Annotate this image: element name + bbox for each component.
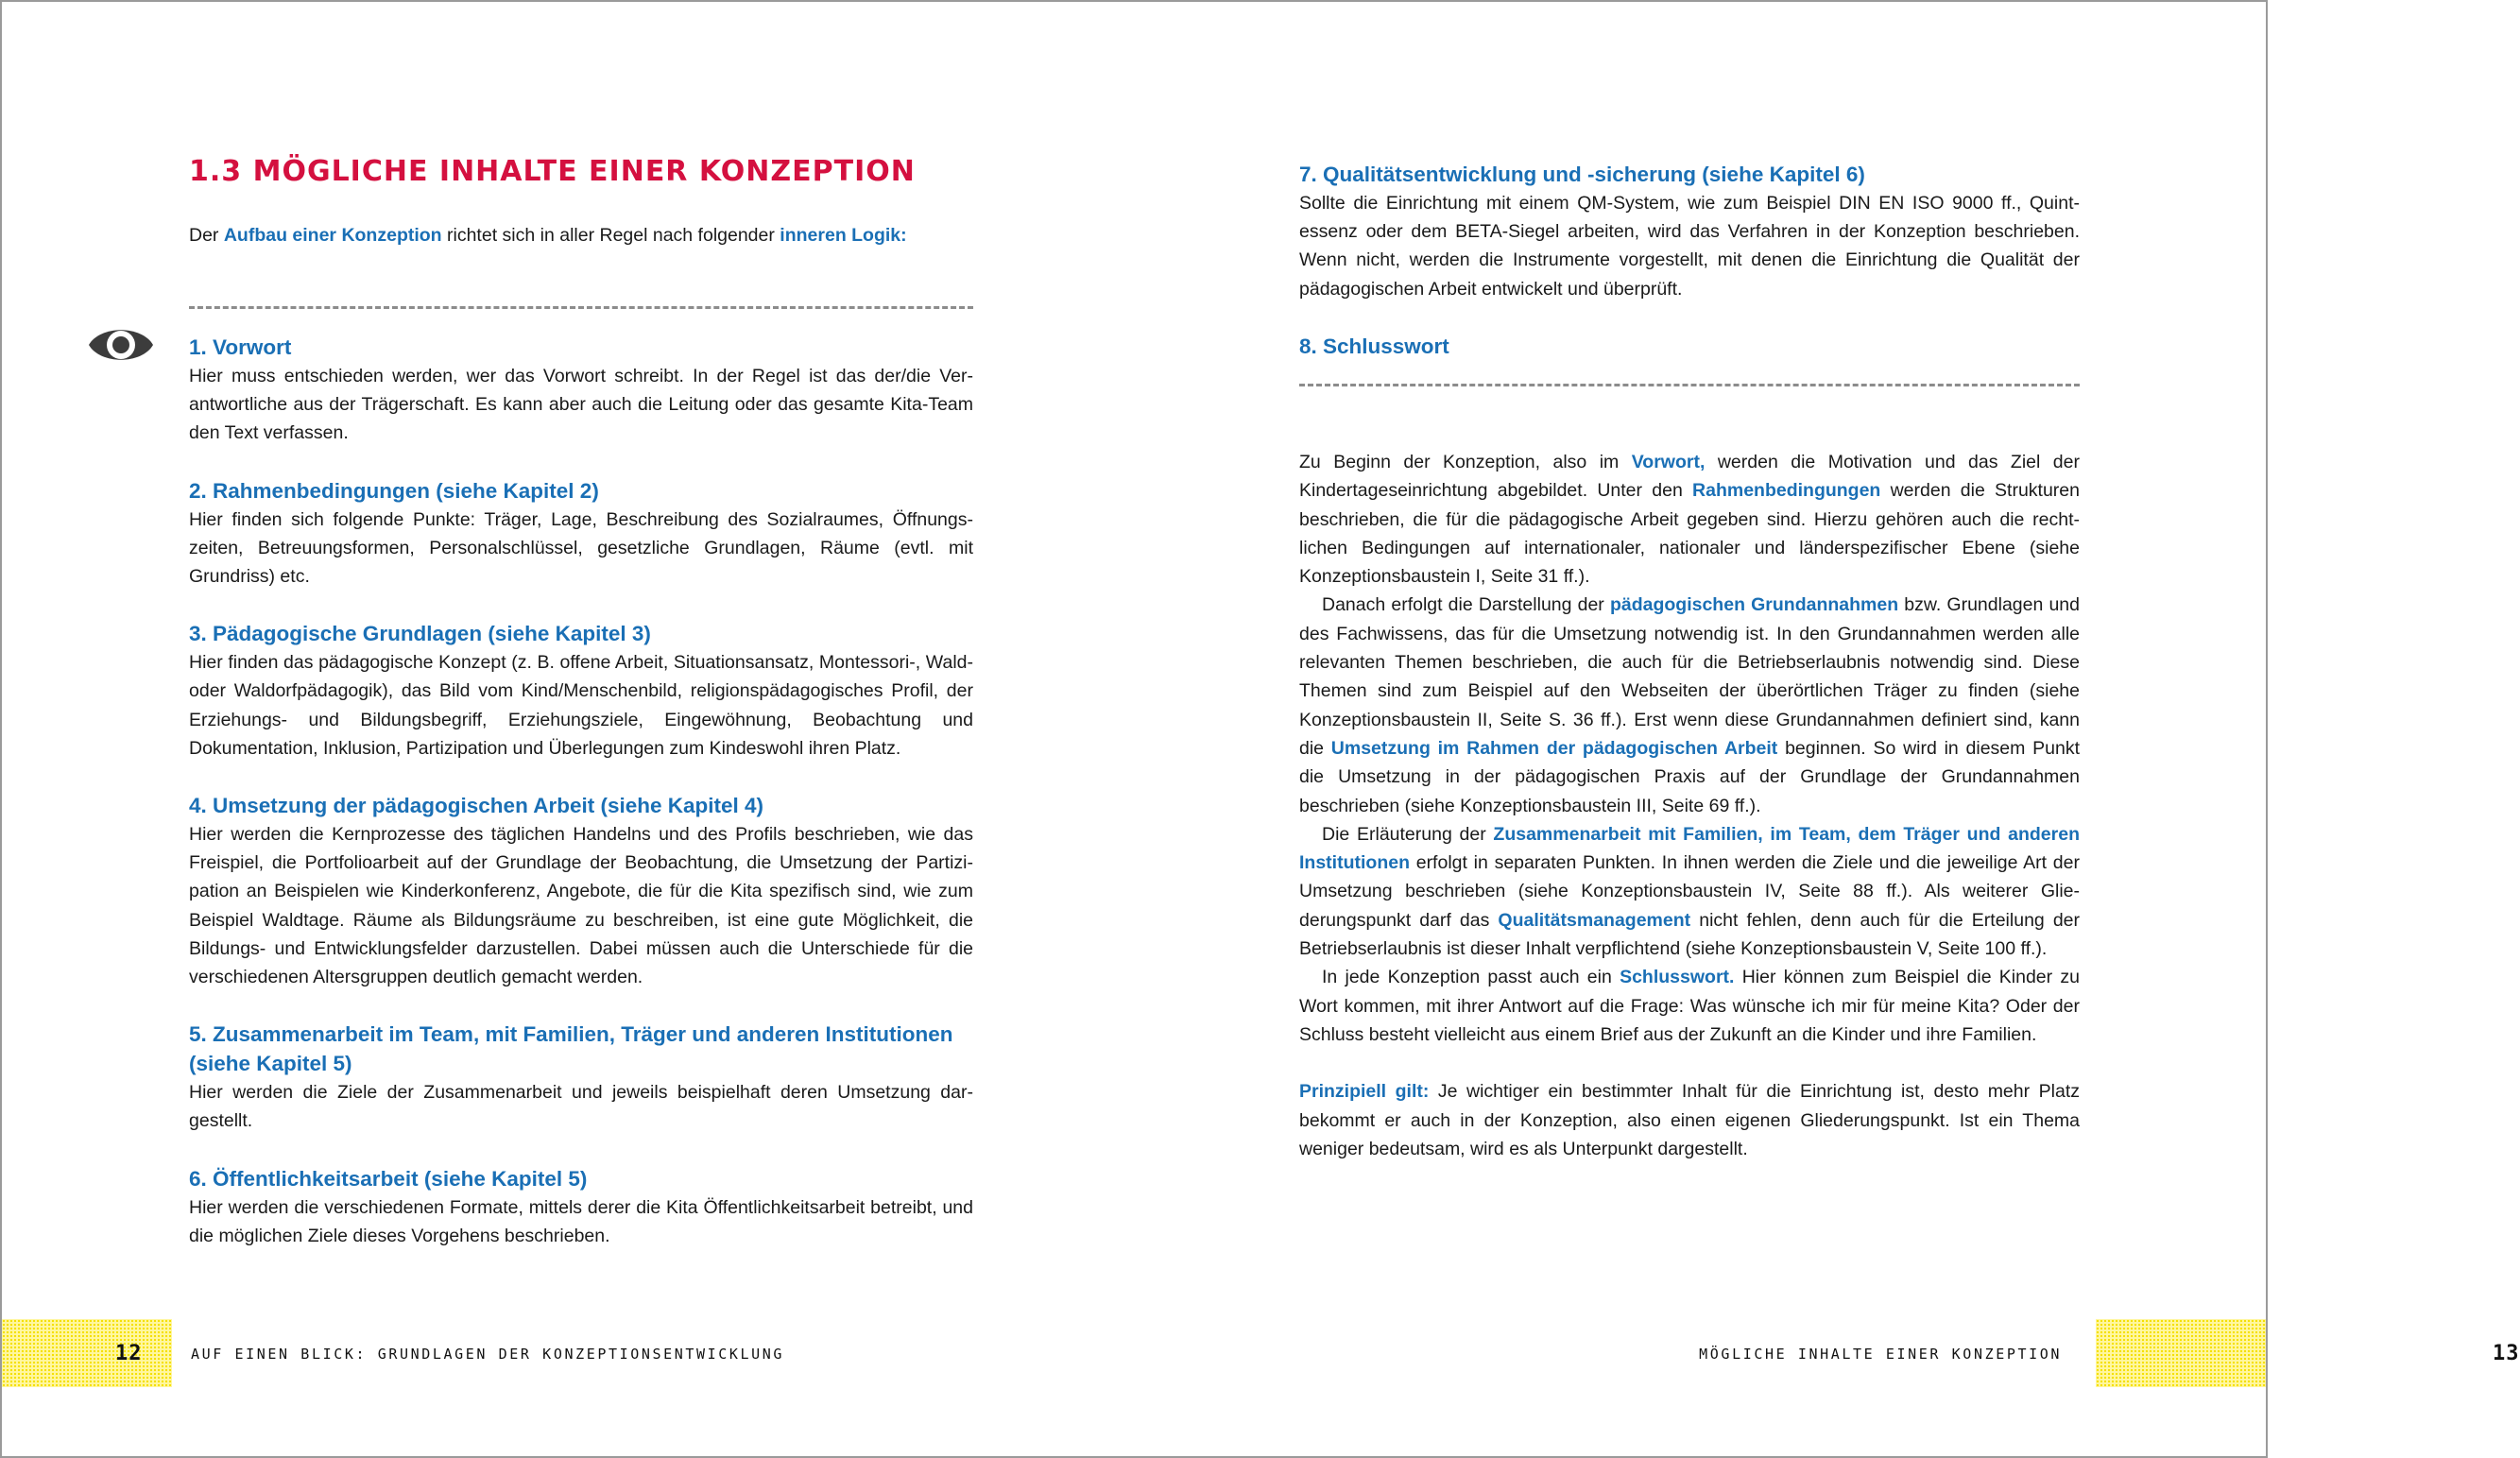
section-umsetzung bbox=[189, 791, 973, 991]
section-heading: 8. Schlusswort bbox=[1299, 334, 1449, 358]
dashed-divider bbox=[189, 306, 973, 309]
paragraph bbox=[1299, 591, 2080, 819]
section-oeffentlichkeitsarbeit bbox=[189, 1164, 973, 1250]
page-number: 12 bbox=[115, 1342, 143, 1365]
text-run: Hier können zum Beispiel die Kinder zu Wort kommen, mit ihrer Antwort auf die Frage: Was wünsche ich mir für meine Kita? Oder der Schluss besteht vielleicht aus einem Brief aus der Zukunft an die Kinder und ihre Familien. bbox=[1299, 967, 2080, 1045]
section-text: Sollte die Einrichtung mit einem QM-System, wie zum Beispiel DIN EN ISO 9000 ff., Quintessenz oder dem BETA-Siegel arbeiten, wird das Verfahren in der Konzeption beschrieben. Wenn nicht, werden die Instrumente vorgestellt, mit denen die Einrichtung die Qualität der pädagogischen Arbeit entwickelt und überprüft. bbox=[1299, 193, 2080, 300]
eye-icon bbox=[87, 321, 155, 369]
section-schlusswort bbox=[1299, 332, 2080, 361]
text-run: Zu Beginn der Konzeption, also im bbox=[1299, 452, 1632, 472]
section-text: Hier werden die Ziele der Zusammenarbeit und jeweils beispielhaft deren Umsetzung dargestellt. bbox=[189, 1082, 973, 1132]
section-text: Hier werden die verschiedenen Formate, mittels derer die Kita Öffentlichkeitsarbeit betreibt, und die möglichen Ziele dieses Vorgehens beschrieben. bbox=[189, 1196, 973, 1246]
text-run: erfolgt in separaten Punkten. In ihnen werden die Ziele und die jeweilige Art der Umsetzung beschrieben (siehe Konzeptionsbaustein IV, Seite 88 ff.). Als weiterer Gliederungspunkt darf das bbox=[1299, 852, 2080, 931]
page-number-box bbox=[2096, 1319, 2266, 1387]
section-qualitaet bbox=[1299, 160, 2080, 303]
section-heading: 5. Zusammenarbeit im Team, mit Familien, Träger und anderen Institutionen (siehe Kapitel 5) bbox=[189, 1022, 953, 1076]
text-run: richtet sich in aller Regel nach folgender bbox=[441, 225, 780, 246]
section-list-right bbox=[1299, 160, 2080, 389]
paragraph bbox=[1299, 963, 2080, 1049]
right-page bbox=[1134, 2, 2520, 1456]
text-run: werden die Strukturen beschrieben, die für die pädagogische Arbeit gegeben sind. Hierzu gehören auch die rechtlichen Bedingungen auf internationaler, nationaler und länderspezifischer Ebene (siehe Konzeptionsbaustein I, Seite 31 ff.). bbox=[1299, 480, 2080, 588]
highlighted-term: Rahmenbedingungen bbox=[1692, 480, 1881, 502]
highlighted-term: Umsetzung im Rahmen der pädagogischen Arbeit bbox=[1330, 737, 1778, 759]
chapter-title: 1.3 MÖGLICHE INHALTE EINER KONZEPTION bbox=[189, 155, 916, 188]
page-number: 13 bbox=[2493, 1342, 2520, 1365]
section-text: Hier werden die Kernprozesse des täglichen Handelns und des Profils beschrieben, wie das Freispiel, die Portfolioarbeit auf der Grundlage der Beobachtung, die Umsetzung der Partizipation an Beispielen wie Kinderkonferenz, Angebote, die für die Kita spezifisch sind, wie zum Beispiel Waldtage. Räume als Bildungsräume zu beschreiben, ist eine gute Möglichkeit, die Bildungs- und Entwicklungsfelder darzustellen. Dabei müssen auch die Unterschiede für die verschiedenen Altersgruppen deutlich gemacht werden. bbox=[189, 824, 973, 988]
section-heading: 3. Pädagogische Grundlagen (siehe Kapitel 3) bbox=[189, 622, 651, 646]
section-heading: 1. Vorwort bbox=[189, 335, 292, 359]
summary-text bbox=[1299, 448, 2080, 1163]
paragraph bbox=[1299, 820, 2080, 963]
section-vorwort bbox=[189, 333, 973, 448]
section-heading: 4. Umsetzung der pädagogischen Arbeit (siehe Kapitel 4) bbox=[189, 794, 764, 818]
text-run: In jede Konzeption passt auch ein bbox=[1322, 967, 1620, 988]
highlighted-term: Aufbau einer Konzeption bbox=[223, 225, 442, 246]
section-zusammenarbeit bbox=[189, 1020, 973, 1135]
section-text: Hier finden sich folgende Punkte: Träger, Lage, Beschreibung des Sozialraumes, Öffnungszeiten, Betreuungsformen, Personalschlüssel, gesetzliche Grundlagen, Räume (evtl. mit Grundriss) etc. bbox=[189, 508, 973, 588]
text-run: Je wichtiger ein bestimmter Inhalt für die Einrichtung ist, desto mehr Platz bekommt er auch in der Konzeption, also einen eigenen Gliederungspunkt. Ist ein Thema weniger bedeutsam, wird es als Unterpunkt dargestellt. bbox=[1299, 1081, 2080, 1159]
section-rahmenbedingungen bbox=[189, 476, 973, 592]
text-run: nicht fehlen, denn auch für die Erteilung der Betriebserlaubnis ist dieser Inhalt verpflichtend (siehe Konzeptionsbaustein V, Seite 100 ff.). bbox=[1299, 909, 2081, 960]
paragraph bbox=[1299, 448, 2080, 591]
text-run: beginnen. So wird in diesem Punkt die Umsetzung in der pädagogischen Praxis auf der Grundlage der Grundannahmen beschrieben (siehe Konzeptionsbaustein III, Seite 69 ff.). bbox=[1299, 737, 2080, 816]
text-run: werden die Motivation und das Ziel der Kindertageseinrichtung abgebildet. Unter den bbox=[1299, 452, 2080, 502]
text-run: Die Erläuterung der bbox=[1322, 823, 1494, 845]
highlighted-term: Zusammenarbeit mit Familien, im Team, dem Träger und anderen Institutionen bbox=[1299, 823, 2080, 874]
highlighted-term: Prinzipiell gilt: bbox=[1299, 1081, 1430, 1103]
section-heading: 6. Öffentlichkeitsarbeit (siehe Kapitel 5) bbox=[189, 1166, 588, 1191]
highlighted-term: pädagogischen Grundannahmen bbox=[1609, 594, 1899, 616]
section-text: Hier finden das pädagogische Konzept (z. B. offene Arbeit, Situationsansatz, Montessori-, Wald- oder Waldorfpädagogik), das Bild vom Kind/Menschenbild, religionspädagogisches Profil, der Erziehungs- und Bildungsbegriff, Erziehungsziele, Eingewöhnung, Beobachtung und Dokumentation, Inklusion, Partizipation und Überlegungen zum Kindeswohl ihren Platz. bbox=[189, 652, 973, 759]
text-run: bzw. Grundlagen und des Fachwissens, das für die Umsetzung notwendig ist. In den Grundannahmen werden alle relevanten Themen beschrieben, die auch für die Betriebserlaubnis notwendig sind. Diese Themen sind zum Beispiel auf den Webseiten der überörtlichen Träger zu finden (siehe Konzeptionsbaustein II, Seite S. 36 ff.). Erst wenn diese Grundannahmen definiert sind, kann die bbox=[1299, 594, 2081, 759]
highlighted-term: Vorwort, bbox=[1631, 452, 1706, 472]
section-paedagogische-grundlagen bbox=[189, 619, 973, 763]
section-list-left bbox=[189, 333, 973, 1278]
text-run: Danach erfolgt die Darstellung der bbox=[1322, 594, 1610, 616]
page-number-box bbox=[2, 1319, 172, 1387]
left-page bbox=[2, 2, 1134, 1456]
running-head: AUF EINEN BLICK: GRUNDLAGEN DER KONZEPTIONSENTWICKLUNG bbox=[191, 1346, 785, 1363]
principle-note bbox=[1299, 1077, 2080, 1163]
highlighted-term: Schlusswort. bbox=[1620, 967, 1735, 988]
running-head: MÖGLICHE INHALTE EINER KONZEPTION bbox=[1699, 1346, 2062, 1363]
highlighted-term: inneren Logik: bbox=[780, 225, 907, 246]
text-run: Der bbox=[189, 225, 224, 246]
dashed-divider bbox=[1299, 384, 2080, 386]
section-text: Hier muss entschieden werden, wer das Vorwort schreibt. In der Regel ist das der/die Verantwortliche aus der Trägerschaft. Es kann aber auch die Leitung oder das gesamte Kita-Team den Text verfassen. bbox=[189, 366, 973, 444]
intro-text bbox=[189, 221, 973, 249]
highlighted-term: Qualitätsmanagement bbox=[1498, 909, 1691, 931]
section-heading: 7. Qualitätsentwicklung und -sicherung (siehe Kapitel 6) bbox=[1299, 163, 1865, 186]
section-heading: 2. Rahmenbedingungen (siehe Kapitel 2) bbox=[189, 478, 599, 503]
